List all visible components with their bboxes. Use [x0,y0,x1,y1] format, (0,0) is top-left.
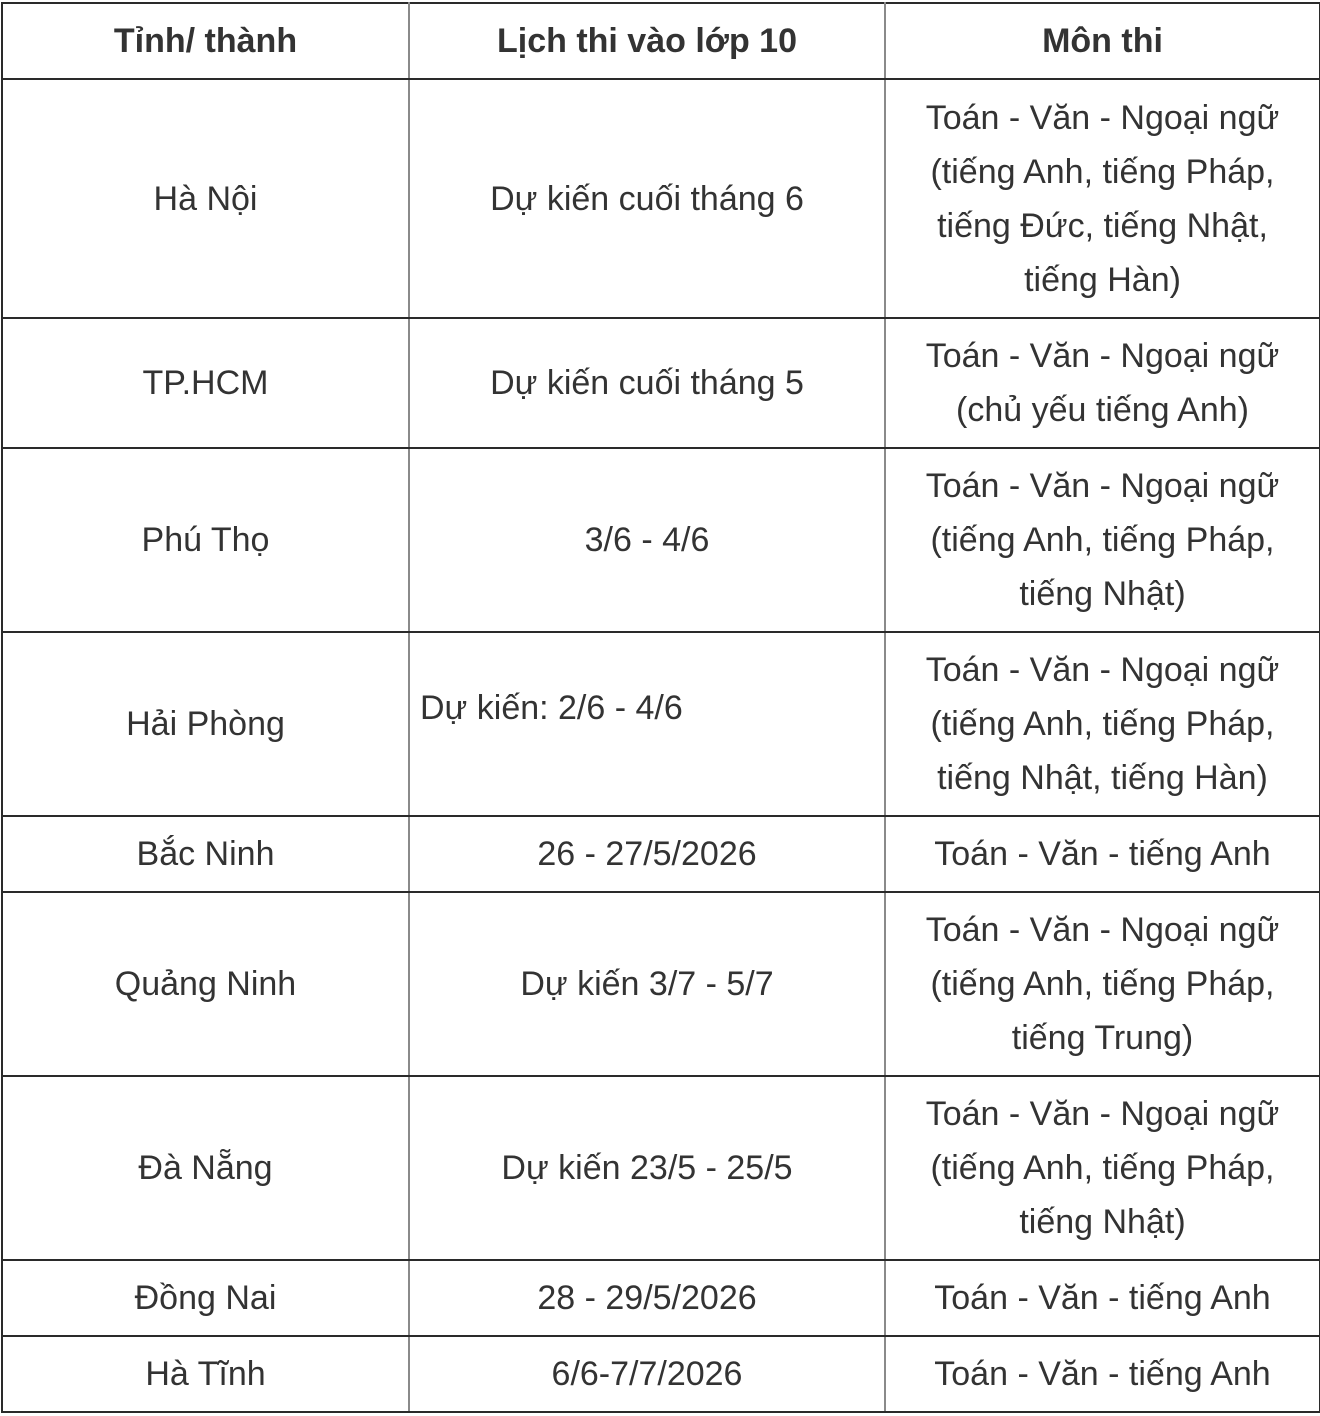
cell-schedule: 28 - 29/5/2026 [409,1260,885,1336]
table-row [2,1260,1320,1336]
table-row [2,448,1320,632]
header-row [2,3,1320,79]
table-row [2,892,1320,1076]
table-row [2,318,1320,448]
cell-province: Hà Tĩnh [2,1336,409,1412]
header-schedule: Lịch thi vào lớp 10 [409,3,885,79]
cell-subjects: Toán - Văn - tiếng Anh [885,816,1320,892]
table-row [2,632,1320,816]
cell-province: Bắc Ninh [2,816,409,892]
cell-subjects: Toán - Văn - Ngoại ngữ (tiếng Anh, tiếng Pháp, tiếng Trung) [885,892,1320,1076]
cell-province: Hải Phòng [2,632,409,816]
cell-subjects: Toán - Văn - tiếng Anh [885,1260,1320,1336]
table-header [2,3,1320,79]
cell-province: Quảng Ninh [2,892,409,1076]
table-row [2,816,1320,892]
exam-schedule-table [1,2,1320,1413]
cell-schedule: Dự kiến 23/5 - 25/5 [409,1076,885,1260]
cell-province: TP.HCM [2,318,409,448]
cell-province: Đồng Nai [2,1260,409,1336]
table-row [2,79,1320,318]
cell-schedule: Dự kiến cuối tháng 5 [409,318,885,448]
cell-subjects: Toán - Văn - Ngoại ngữ (tiếng Anh, tiếng Pháp, tiếng Nhật) [885,1076,1320,1260]
cell-subjects: Toán - Văn - Ngoại ngữ (tiếng Anh, tiếng Pháp, tiếng Nhật, tiếng Hàn) [885,632,1320,816]
cell-subjects: Toán - Văn - Ngoại ngữ (tiếng Anh, tiếng Pháp, tiếng Nhật) [885,448,1320,632]
cell-province: Hà Nội [2,79,409,318]
cell-subjects: Toán - Văn - tiếng Anh [885,1336,1320,1412]
cell-schedule: Dự kiến 3/7 - 5/7 [409,892,885,1076]
cell-province: Đà Nẵng [2,1076,409,1260]
table-body [2,79,1320,1412]
table-row [2,1076,1320,1260]
cell-schedule: 26 - 27/5/2026 [409,816,885,892]
cell-province: Phú Thọ [2,448,409,632]
header-subjects: Môn thi [885,3,1320,79]
header-province: Tỉnh/ thành [2,3,409,79]
cell-schedule: 6/6-7/7/2026 [409,1336,885,1412]
cell-subjects: Toán - Văn - Ngoại ngữ (tiếng Anh, tiếng Pháp, tiếng Đức, tiếng Nhật, tiếng Hàn) [885,79,1320,318]
cell-schedule: Dự kiến cuối tháng 6 [409,79,885,318]
cell-schedule: Dự kiến: 2/6 - 4/6 [409,632,885,816]
cell-subjects: Toán - Văn - Ngoại ngữ (chủ yếu tiếng Anh) [885,318,1320,448]
table-row [2,1336,1320,1412]
cell-schedule: 3/6 - 4/6 [409,448,885,632]
